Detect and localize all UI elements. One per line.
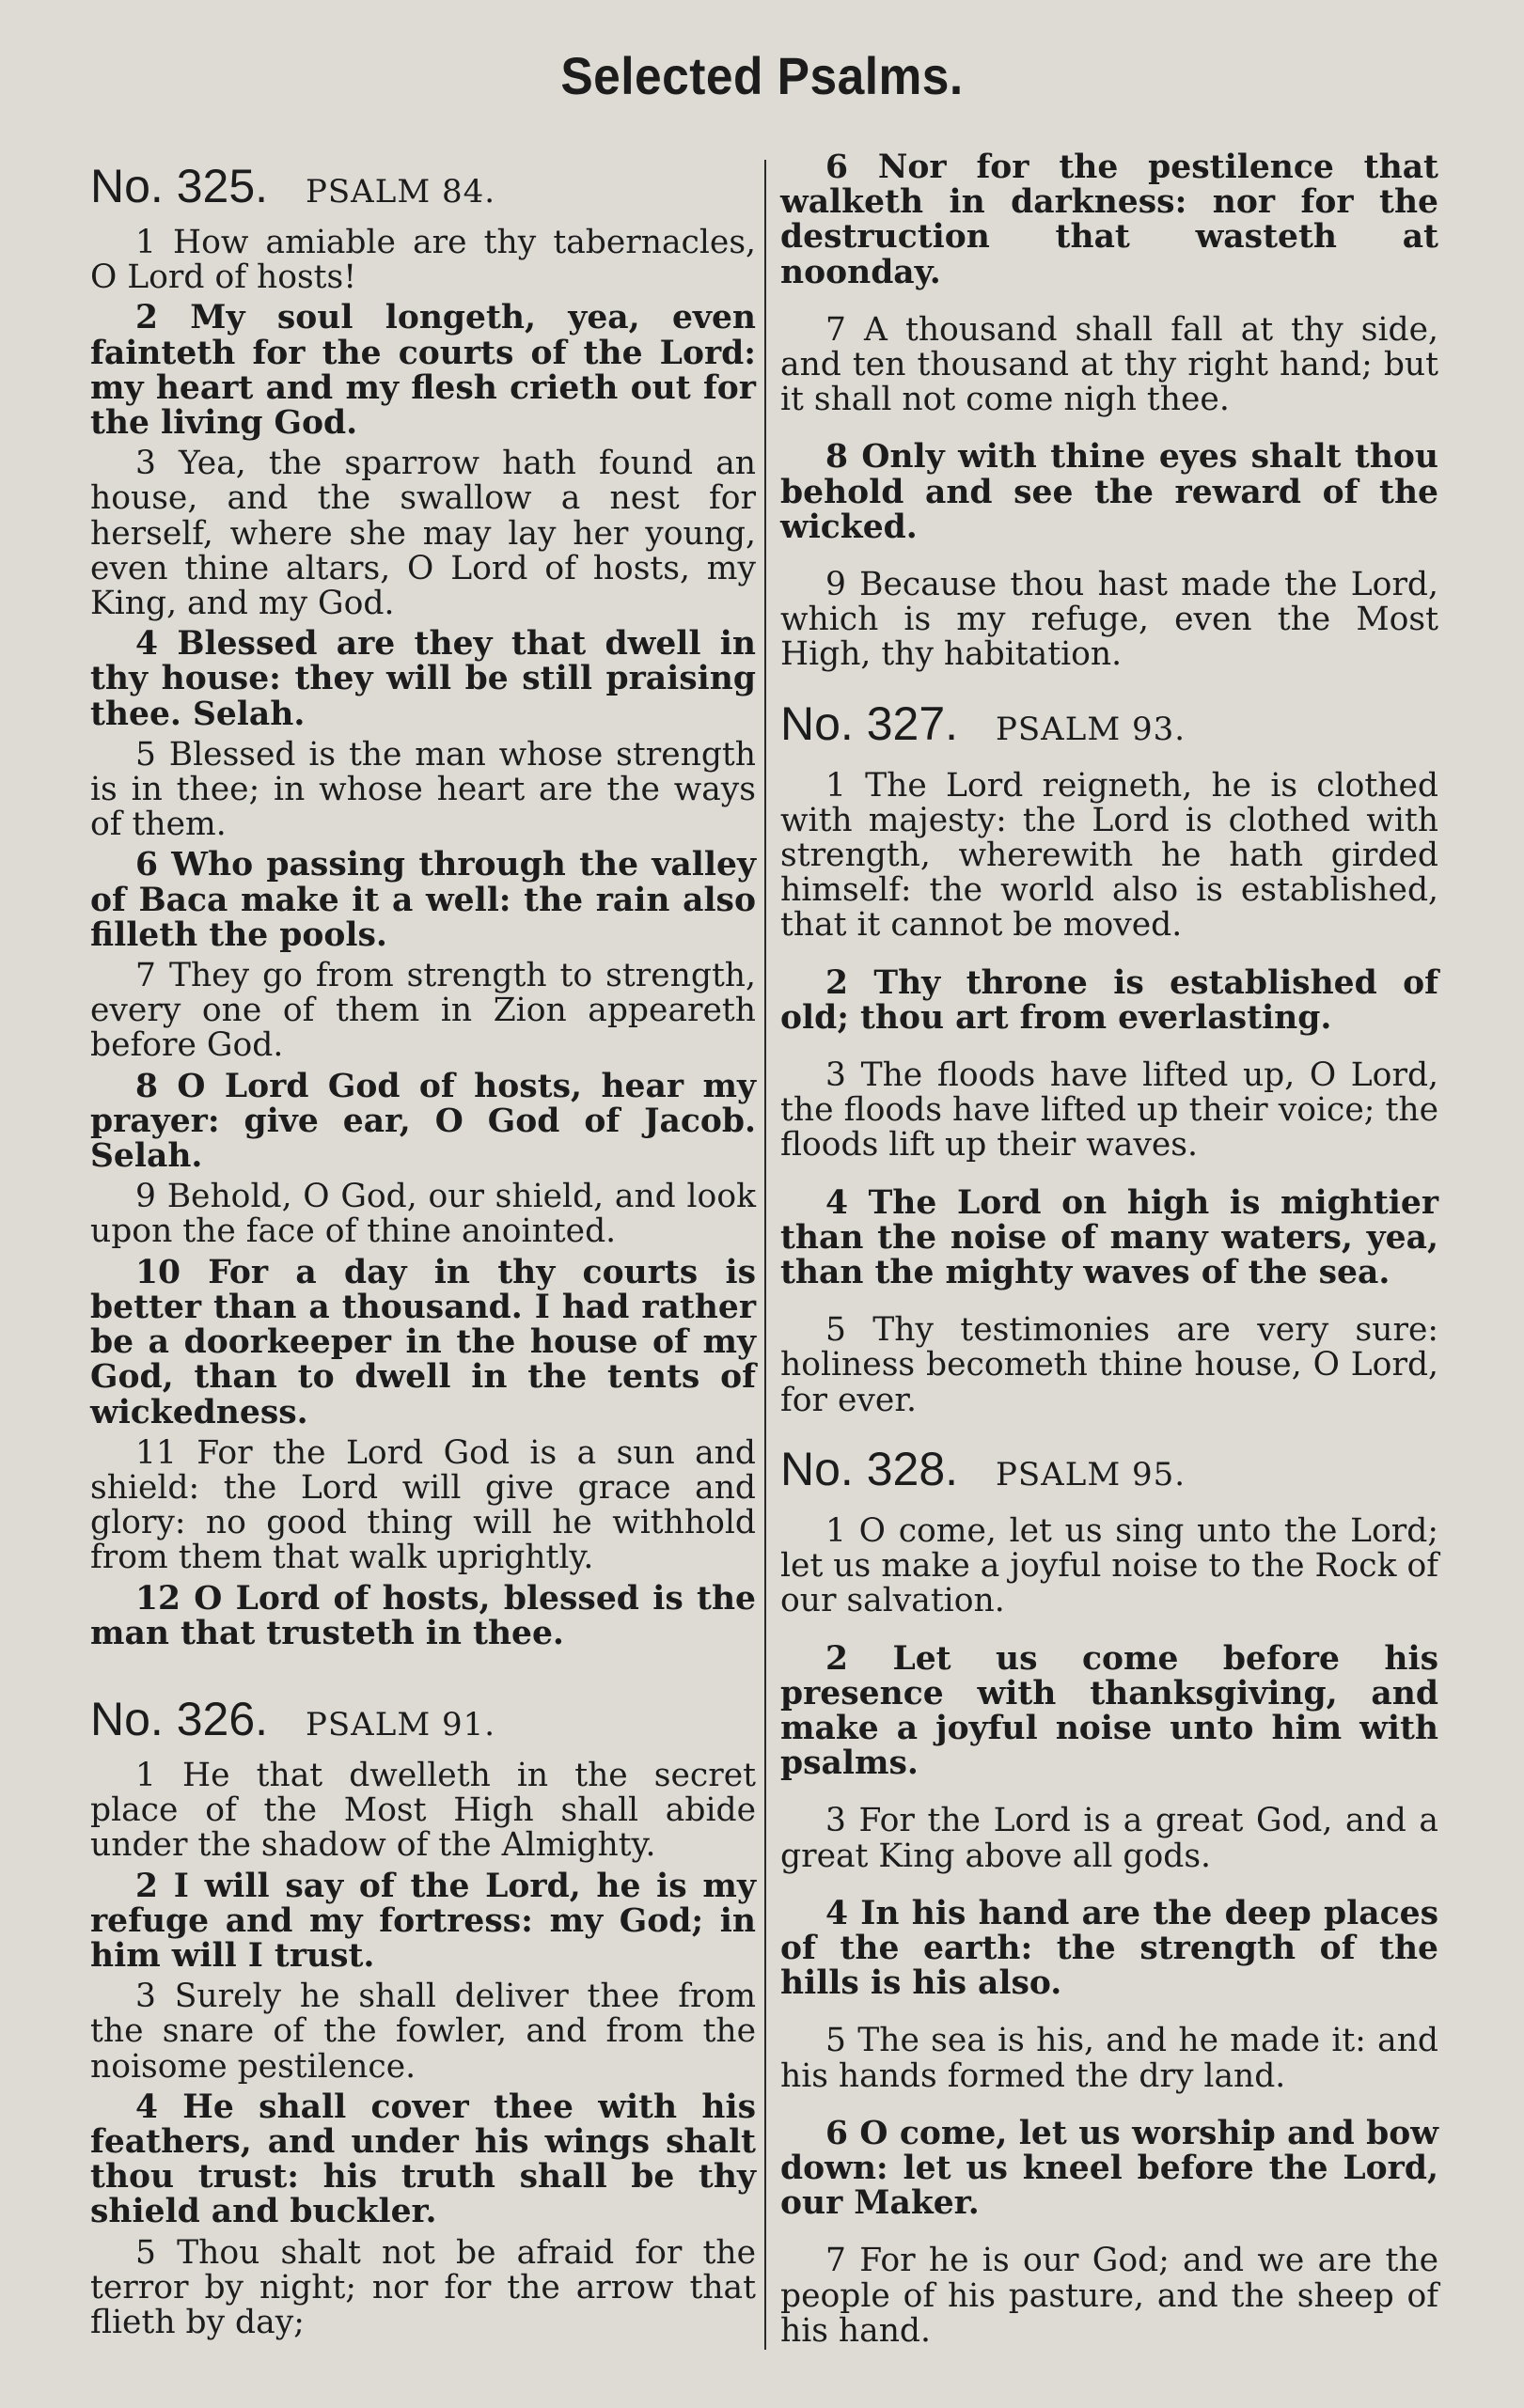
right-column bbox=[780, 150, 1438, 2371]
psalm-header bbox=[90, 158, 756, 214]
section-gap bbox=[90, 1657, 756, 1683]
verse: 6 Who passing through the valley of Baca make it a well: the rain also filleth the pools. bbox=[90, 846, 756, 954]
left-column bbox=[90, 150, 756, 2346]
verse: 3 For the Lord is a great God, and a great King above all gods. bbox=[780, 1802, 1438, 1875]
verse: 5 The sea is his, and he made it: and his hands formed the dry land. bbox=[780, 2022, 1438, 2095]
verse: 8 Only with thine eyes shalt thou behold and see the reward of the wicked. bbox=[780, 438, 1438, 546]
verse: 1 How amiable are thy tabernacles, O Lord of hosts! bbox=[90, 224, 756, 297]
verse: 2 My soul longeth, yea, even fainteth for the courts of the Lord: my heart and my flesh crieth out for the living God. bbox=[90, 299, 756, 443]
verse: 11 For the Lord God is a sun and shield: the Lord will give grace and glory: no good thing will he withhold from them that walk uprightly. bbox=[90, 1433, 756, 1577]
verse: 5 Thou shalt not be afraid for the terror by night; nor for the arrow that flieth by day; bbox=[90, 2233, 756, 2341]
psalm-reference: PSALM 93. bbox=[996, 710, 1186, 748]
verse: 7 They go from strength to strength, every one of them in Zion appeareth before God. bbox=[90, 957, 756, 1065]
psalm-number: No. 325. bbox=[90, 160, 269, 212]
verse: 3 Yea, the sparrow hath found an house, and the swallow a nest for herself, where she may lay her young, even thine altars, O Lord of hosts, my King, and my God. bbox=[90, 445, 756, 623]
verse: 5 Blessed is the man whose strength is in thee; in whose heart are the ways of them. bbox=[90, 735, 756, 844]
psalm-reference: PSALM 95. bbox=[996, 1455, 1186, 1493]
verse: 8 O Lord God of hosts, hear my prayer: give ear, O God of Jacob. Selah. bbox=[90, 1067, 756, 1176]
verse: 4 In his hand are the deep places of the earth: the strength of the hills is his also. bbox=[780, 1894, 1438, 2003]
verse: 2 I will say of the Lord, he is my refuge and my fortress: my God; in him will I trust. bbox=[90, 1867, 756, 1975]
verse: 5 Thy testimonies are very sure: holiness becometh thine house, O Lord, for ever. bbox=[780, 1311, 1438, 1419]
verse: 2 Let us come before his presence with thanksgiving, and make a joyful noise unto him with psalms. bbox=[780, 1639, 1438, 1783]
verse: 12 O Lord of hosts, blessed is the man that trusteth in thee. bbox=[90, 1579, 756, 1652]
verse: 4 The Lord on high is mightier than the noise of many waters, yea, than the mighty waves of the sea. bbox=[780, 1183, 1438, 1292]
verse: 1 The Lord reigneth, he is clothed with majesty: the Lord is clothed with strength, wherewith he hath girded himself: the world also is established, that it cannot be moved. bbox=[780, 766, 1438, 945]
column-divider bbox=[764, 160, 766, 2350]
verse: 9 Because thou hast made the Lord, which is my refuge, even the Most High, thy habitation. bbox=[780, 566, 1438, 674]
verse: 10 For a day in thy courts is better than a thousand. I had rather be a doorkeeper in the house of my God, than to dwell in the tents of wickedness. bbox=[90, 1253, 756, 1431]
psalm-number: No. 326. bbox=[90, 1692, 269, 1745]
psalm-header bbox=[780, 696, 1438, 752]
verse: 3 Surely he shall deliver thee from the snare of the fowler, and from the noisome pestilence. bbox=[90, 1978, 756, 2086]
verse: 7 A thousand shall fall at thy side, and ten thousand at thy right hand; but it shall not come nigh thee. bbox=[780, 310, 1438, 419]
psalm-reference: PSALM 91. bbox=[306, 1705, 496, 1743]
psalm-number: No. 328. bbox=[780, 1442, 959, 1495]
psalm-number: No. 327. bbox=[780, 696, 959, 750]
verse: 9 Behold, O God, our shield, and look upon the face of thine anointed. bbox=[90, 1178, 756, 1251]
verse: 4 He shall cover thee with his feathers, and under his wings shalt thou trust: his truth shall be thy shield and buckler. bbox=[90, 2087, 756, 2231]
verse: 1 He that dwelleth in the secret place of the Most High shall abide under the shadow of the Almighty. bbox=[90, 1756, 756, 1865]
verse: 1 O come, let us sing unto the Lord; let us make a joyful noise to the Rock of our salvation. bbox=[780, 1511, 1438, 1620]
verse: 2 Thy throne is established of old; thou art from everlasting. bbox=[780, 963, 1438, 1037]
psalm-reference: PSALM 84. bbox=[306, 173, 496, 211]
verse: 4 Blessed are they that dwell in thy house: they will be still praising thee. Selah. bbox=[90, 625, 756, 733]
psalm-header bbox=[780, 1441, 1438, 1497]
verse: 7 For he is our God; and we are the people of his pasture, and the sheep of his hand. bbox=[780, 2242, 1438, 2350]
page-title: Selected Psalms. bbox=[560, 46, 964, 105]
psalm-header bbox=[90, 1691, 756, 1747]
verse: 6 O come, let us worship and bow down: let us kneel before the Lord, our Maker. bbox=[780, 2114, 1438, 2223]
verse: 6 Nor for the pestilence that walketh in darkness: nor for the destruction that wasteth at noonday. bbox=[780, 149, 1438, 291]
verse: 3 The floods have lifted up, O Lord, the floods have lifted up their voice; the floods lift up their waves. bbox=[780, 1056, 1438, 1165]
